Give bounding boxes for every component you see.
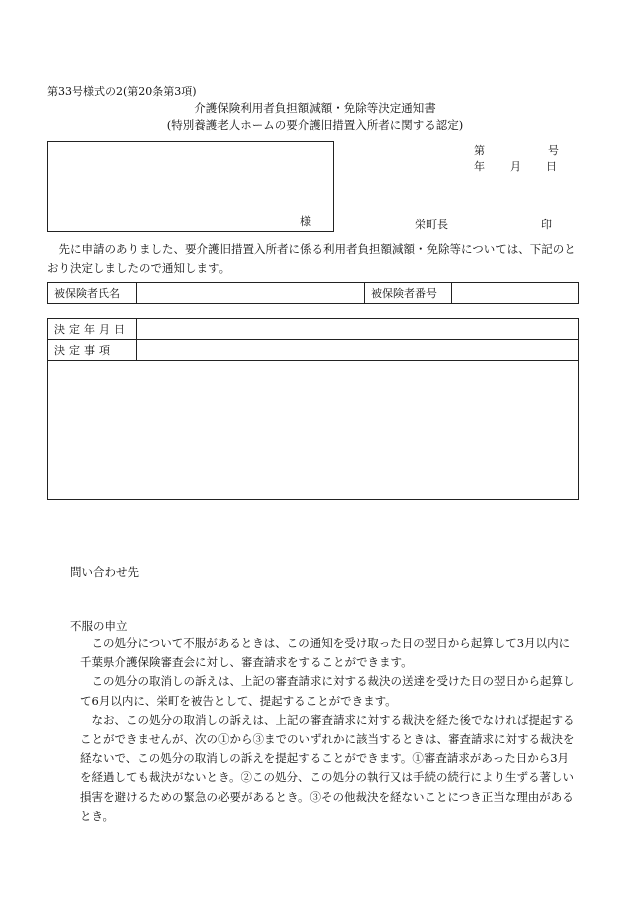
date-year: 年 [474, 160, 485, 173]
number-suffix: 号 [548, 144, 559, 157]
insured-number-label: 被保険者番号 [365, 283, 452, 304]
decision-date-label: 決定年月日 [48, 319, 137, 340]
addressee-suffix: 様 [300, 215, 311, 228]
decision-date-cell [137, 319, 579, 340]
intro-text: 先に申請のありました、要介護旧措置入所者に係る利用者負担額減額・免除等については、下記のとおり決定しましたので通知します。 [47, 242, 576, 275]
decision-matter-label: 決定事項 [48, 340, 137, 361]
contact-label: 問い合わせ先 [70, 565, 139, 579]
issuer-name: 栄町長 [415, 218, 448, 231]
appeal-paragraph: この処分について不服があるときは、この通知を受け取った日の翌日から起算して3月以内に千葉県介護保険審査会に対し、審査請求をすることができます。 [80, 636, 571, 670]
insured-name-label: 被保険者氏名 [48, 283, 137, 304]
document-subtitle: (特別養護老人ホームの要介護旧措置入所者に関する認定) [166, 118, 464, 132]
insured-name-cell [137, 283, 365, 304]
decision-matter-header-cell [137, 340, 579, 361]
seal-mark: 印 [541, 218, 552, 231]
appeal-paragraph: なお、この処分の取消しの訴えは、上記の審査請求に対する裁決を経た後でなければ提起することができませんが、次の①から③までのいずれかに該当するときは、審査請求に対する裁決を経ないで、この処分の取消しの訴えを提起することができます。①審査請求があった日から3月を経過しても裁決がないとき。②この処分、この処分の執行又は手続の続行により生ずる著しい損害を避けるための緊急の必要があるとき。③その他裁決を経ないことにつき正当な理由があるとき。 [80, 712, 575, 823]
addressee-box [47, 141, 334, 232]
decision-table [47, 318, 579, 500]
appeal-paragraph: この処分の取消しの訴えは、上記の審査請求に対する裁決の送達を受けた日の翌日から起算して6月以内に、栄町を被告として、提起することができます。 [80, 674, 575, 708]
appeal-heading: 不服の申立 [70, 619, 128, 633]
date-day: 日 [546, 160, 557, 173]
document-title: 介護保険利用者負担額減額・免除等決定通知書 [194, 101, 436, 115]
form-number: 第33号様式の2(第20条第3項) [47, 85, 197, 98]
date-month: 月 [510, 160, 521, 173]
number-prefix: 第 [474, 144, 485, 157]
appeal-text [80, 634, 578, 826]
insured-info-table [47, 282, 579, 304]
insured-number-cell [452, 283, 579, 304]
decision-matter-body [48, 361, 579, 500]
